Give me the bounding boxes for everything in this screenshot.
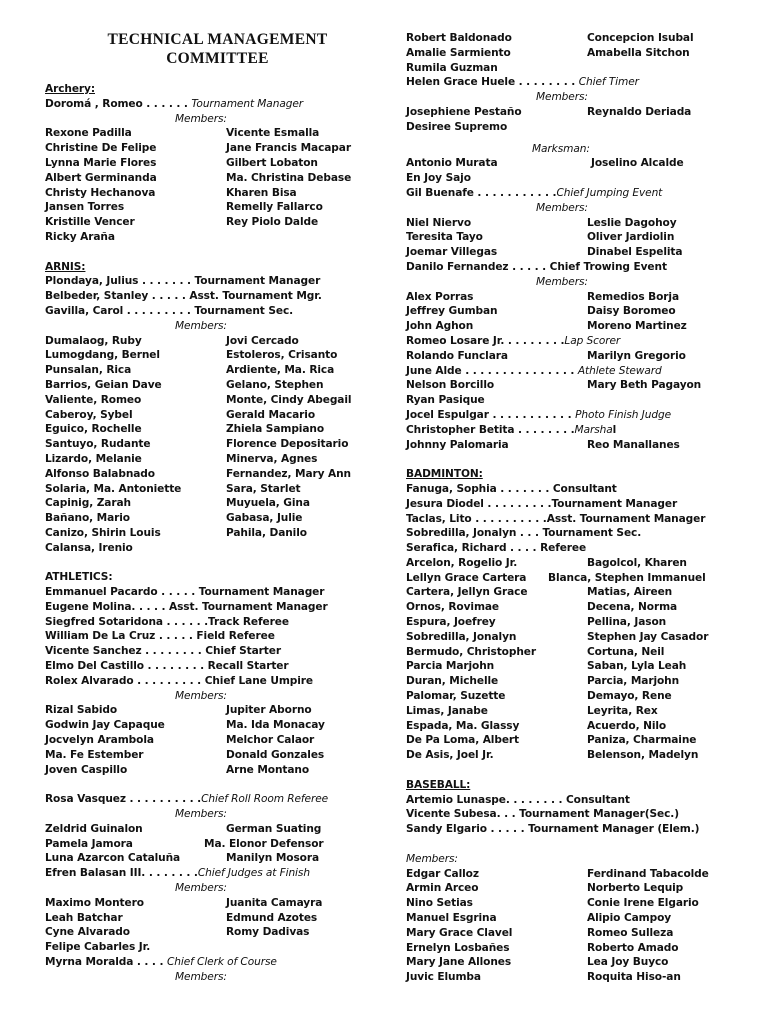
member-name: Espura, Joefrey (406, 616, 496, 629)
title-line-1: TECHNICAL MANAGEMENT (107, 31, 328, 48)
member-name: Alipio Campoy (587, 912, 672, 925)
member-row (45, 378, 390, 393)
throwing-members-label: Members: (536, 275, 588, 288)
member-name: Duran, Michelle (406, 675, 499, 688)
member-name: German Suating (226, 822, 322, 835)
official-line: Taclas, Lito . . . . . . . . . .Asst. Tournament Manager (406, 512, 706, 525)
official-line: Eugene Molina. . . . . Asst. Tournament Manager (45, 600, 328, 613)
member-name: Espada, Ma. Glassy (406, 719, 520, 732)
member-name: Lynna Marie Flores (45, 156, 157, 169)
chief-timer-group-members (406, 31, 756, 75)
member-row (406, 733, 756, 748)
member-name: Parcia, Marjohn (587, 675, 680, 688)
athletics-officials (45, 585, 390, 689)
member-name: Jovi Cercado (226, 334, 299, 347)
left-column (45, 0, 390, 985)
member-name: Oliver Jardiolin (587, 231, 675, 244)
member-row (45, 393, 390, 408)
member-name: Solaria, Ma. Antoniette (45, 482, 182, 495)
member-row (406, 105, 756, 120)
chief-throwing-event: Danilo Fernandez . . . . . Chief Trowing Event (406, 260, 667, 273)
member-row (406, 867, 756, 882)
member-row (45, 141, 390, 156)
marshal-members (406, 438, 756, 453)
member-name: Jocvelyn Arambola (45, 734, 154, 747)
member-row (406, 630, 756, 645)
member-name: Zhiela Sampiano (226, 423, 325, 436)
member-row (45, 215, 390, 230)
member-name: Armin Arceo (406, 882, 479, 895)
finish-members-label: Members: (175, 882, 227, 895)
member-name: Saban, Lyla Leah (587, 660, 687, 673)
member-name: Capinig, Zarah (45, 497, 131, 510)
member-name: Monte, Cindy Abegail (226, 393, 352, 406)
member-row (406, 571, 756, 586)
member-name: Antonio Murata (406, 157, 498, 170)
member-name: Joemar Villegas (406, 246, 498, 259)
member-row (406, 585, 756, 600)
member-row (406, 156, 756, 171)
official-line: Sandy Elgario . . . . . Tournament Manager (Elem.) (406, 823, 700, 836)
chief-jumping-event: Gil Buenafe . . . . . . . . . . .Chief Jumping Event (406, 186, 663, 199)
member-name: Gabasa, Julie (226, 512, 303, 525)
member-name: Jeffrey Gumban (406, 305, 498, 318)
official-line: Siegfred Sotaridona . . . . . .Track Referee (45, 615, 289, 628)
member-name: Amalie Sarmiento (406, 46, 511, 59)
member-name: Leyrita, Rex (587, 704, 658, 717)
member-name: Belenson, Madelyn (587, 749, 699, 762)
jumping-members (406, 216, 756, 260)
marksman-list (406, 156, 756, 186)
member-row (406, 881, 756, 896)
member-row (45, 126, 390, 141)
arnis-members-label: Members: (175, 319, 227, 332)
member-name: Manuel Esgrina (406, 912, 497, 925)
photo-finish-judge: Jocel Espulgar . . . . . . . . . . . Photo Finish Judge (406, 408, 671, 421)
member-name: John Aghon (406, 320, 474, 333)
member-row (45, 496, 390, 511)
member-name: Dinabel Espelita (587, 246, 683, 259)
official-line: Plondaya, Julius . . . . . . . Tournament Manager (45, 275, 321, 288)
athletics-members-label: Members: (175, 689, 227, 702)
member-name: Concepcion Isubal (587, 32, 694, 44)
member-row (45, 348, 390, 363)
member-row (406, 911, 756, 926)
member-name: Amabella Sitchon (587, 46, 690, 59)
member-name: Leslie Dagohoy (587, 216, 677, 229)
member-name: Rey Piolo Dalde (226, 216, 319, 229)
member-name: Caberoy, Sybel (45, 408, 133, 421)
member-name: Palomar, Suzette (406, 690, 506, 703)
member-name: Alex Porras (406, 290, 474, 303)
member-row (406, 290, 756, 305)
baseball-officials (406, 793, 756, 837)
member-name: Bañano, Mario (45, 512, 130, 525)
member-name: Ernelyn Losbañes (406, 941, 510, 954)
member-name: De Asis, Joel Jr. (406, 749, 494, 762)
member-name: Limas, Janabe (406, 704, 488, 717)
member-name: Manilyn Mosora (226, 852, 320, 865)
member-name: Desiree Supremo (406, 120, 508, 133)
member-name: Paniza, Charmaine (587, 734, 697, 747)
member-name: Canizo, Shirin Louis (45, 526, 161, 539)
member-name: Christy Hechanova (45, 186, 156, 199)
member-name: Jane Francis Macapar (226, 142, 351, 155)
official-line: William De La Cruz . . . . . Field Referee (45, 630, 275, 643)
member-row (45, 851, 390, 866)
official-line: Elmo Del Castillo . . . . . . . . Recall Starter (45, 660, 289, 673)
official-line: Rolex Alvarado . . . . . . . . . Chief Lane Umpire (45, 674, 314, 687)
jumping-members-label: Members: (536, 201, 588, 214)
member-name: Fernandez, Mary Ann (226, 467, 351, 480)
roll-room-members (45, 822, 390, 866)
member-row (45, 482, 390, 497)
member-name: Cortuna, Neil (587, 645, 665, 658)
member-name: Marilyn Gregorio (587, 349, 686, 362)
member-name: Donald Gonzales (226, 748, 325, 761)
member-name: Florence Depositario (226, 438, 349, 451)
member-name: Edmund Azotes (226, 911, 318, 924)
badminton-heading: BADMINTON: (406, 468, 483, 481)
member-name: Ma. Christina Debase (226, 171, 352, 184)
member-name: Joven Caspillo (45, 763, 128, 776)
official-line: Emmanuel Pacardo . . . . . Tournament Manager (45, 586, 325, 599)
member-row (406, 896, 756, 911)
member-name: Romeo Sulleza (587, 926, 674, 939)
member-row (406, 955, 756, 970)
member-name: Arcelon, Rogelio Jr. (406, 556, 518, 569)
member-name: Pellina, Jason (587, 616, 667, 629)
official-line: Serafica, Richard . . . . Referee (406, 542, 587, 555)
member-name: Lizardo, Melanie (45, 452, 142, 465)
member-name: Blanca, Stephen Immanuel (548, 571, 706, 584)
official-line: Vicente Subesa. . . Tournament Manager(Sec.) (406, 808, 679, 821)
member-name: Juanita Camayra (226, 896, 323, 909)
member-row (406, 61, 756, 76)
member-name: Mary Beth Pagayon (587, 379, 702, 392)
member-name: Ornos, Rovimae (406, 601, 500, 614)
member-name: Bermudo, Christopher (406, 645, 536, 658)
member-name: Vicente Esmalla (226, 127, 320, 140)
member-name: Sara, Starlet (226, 482, 301, 495)
member-row (406, 349, 756, 364)
member-name: Josephiene Pestaño (406, 105, 522, 118)
member-name: Cyne Alvarado (45, 926, 130, 939)
member-name: Alfonso Balabnado (45, 467, 155, 480)
member-name: Acuerdo, Nilo (587, 719, 667, 732)
lap-scorer: Romeo Losare Jr. . . . . . . . .Lap Scorer (406, 334, 621, 347)
member-name: Johnny Palomaria (406, 438, 509, 451)
member-row (406, 600, 756, 615)
official-line: Jesura Diodel . . . . . . . . .Tournament Manager (406, 497, 678, 510)
member-row (45, 467, 390, 482)
member-name: Robert Baldonado (406, 32, 512, 44)
member-name: Minerva, Agnes (226, 452, 318, 465)
member-row (45, 422, 390, 437)
member-name: Melchor Calaor (226, 734, 315, 747)
member-name: Remelly Fallarco (226, 201, 323, 214)
member-name: Ma. Elonor Defensor (204, 837, 324, 850)
member-name: Matias, Aireen (587, 586, 673, 599)
member-row (45, 408, 390, 423)
member-name: Arne Montano (226, 763, 310, 776)
member-row (45, 526, 390, 541)
timer-members (406, 105, 756, 135)
member-name: Decena, Norma (587, 601, 678, 614)
member-row (406, 748, 756, 763)
member-name: Eguico, Rochelle (45, 423, 142, 436)
badminton-members (406, 556, 756, 763)
member-name: Rexone Padilla (45, 127, 132, 140)
document-title (45, 30, 390, 68)
member-name: Calansa, Irenio (45, 541, 133, 554)
member-name: Norberto Lequip (587, 882, 684, 895)
member-name: Roquita Hiso-an (587, 971, 681, 984)
member-name: Bagolcol, Kharen (587, 556, 687, 569)
marksman-label: Marksman: (532, 142, 590, 155)
athletics-heading: ATHLETICS: (45, 571, 113, 584)
athletics-members (45, 703, 390, 777)
member-name: Ferdinand Tabacolde (587, 867, 709, 880)
archery-manager: Doromá , Romeo . . . . . . Tournament Manager (45, 97, 304, 110)
title-line-2: COMMITTEE (166, 50, 269, 67)
member-name: Pamela Jamora (45, 837, 133, 850)
official-line: Gavilla, Carol . . . . . . . . . Tournament Sec. (45, 304, 294, 317)
roll-room-members-label: Members: (175, 808, 227, 821)
member-name: Lea Joy Buyco (587, 956, 669, 969)
member-name: Kharen Bisa (226, 186, 297, 199)
right-column (406, 0, 756, 985)
member-name: Albert Germinanda (45, 171, 157, 184)
steward-members (406, 378, 756, 408)
timer-members-label: Members: (536, 91, 588, 104)
member-name: Gilbert Lobaton (226, 156, 318, 169)
member-row (45, 511, 390, 526)
baseball-members (406, 867, 756, 985)
member-name: Lumogdang, Bernel (45, 349, 160, 362)
member-row (406, 556, 756, 571)
member-name: Leah Batchar (45, 911, 123, 924)
member-row (406, 46, 756, 61)
member-name: Daisy Boromeo (587, 305, 676, 318)
member-row (406, 941, 756, 956)
member-name: Ma. Ida Monacay (226, 719, 325, 732)
judges-at-finish: Efren Balasan III. . . . . . . .Chief Judges at Finish (45, 867, 310, 880)
arnis-members (45, 334, 390, 556)
member-row (45, 437, 390, 452)
official-line: Artemio Lunaspe. . . . . . . . Consultant (406, 793, 630, 806)
official-line: Vicente Sanchez . . . . . . . . Chief Starter (45, 645, 281, 658)
member-name: Ma. Fe Estember (45, 748, 144, 761)
member-name: Teresita Tayo (406, 231, 483, 244)
member-row (406, 674, 756, 689)
member-name: Ricky Arañа (45, 230, 115, 243)
member-name: Kristille Vencer (45, 216, 135, 229)
arnis-officials (45, 274, 390, 318)
member-name: Godwin Jay Capaque (45, 719, 165, 732)
member-name: Roberto Amado (587, 941, 679, 954)
member-name: Punsalan, Rica (45, 364, 132, 377)
member-row (45, 156, 390, 171)
archery-members (45, 126, 390, 244)
clerk-of-course: Myrna Moralda . . . . Chief Clerk of Course (45, 956, 277, 969)
member-name: Gerald Macario (226, 408, 316, 421)
member-name: Juvic Elumba (406, 971, 481, 984)
member-row (45, 200, 390, 215)
member-name: Pahila, Danilo (226, 526, 307, 539)
member-name: Mary Grace Clavel (406, 926, 513, 939)
member-name: Sobredilla, Jonalyn (406, 630, 517, 643)
member-name: Rolando Funclara (406, 349, 508, 362)
member-name: Reo Manallanes (587, 438, 680, 451)
member-name: Parcia Marjohn (406, 660, 495, 673)
member-row (406, 245, 756, 260)
member-name: Conie Irene Elgario (587, 897, 699, 910)
member-name: Joselino Alcalde (591, 157, 684, 170)
member-row (45, 230, 390, 245)
lap-members (406, 349, 756, 364)
member-row (45, 896, 390, 911)
member-row (406, 216, 756, 231)
member-name: Edgar Calloz (406, 867, 479, 880)
member-row (45, 718, 390, 733)
member-name: Mary Jane Allones (406, 956, 512, 969)
official-line: Fanuga, Sophia . . . . . . . Consultant (406, 482, 617, 495)
member-row (406, 378, 756, 393)
member-name: Maximo Montero (45, 896, 144, 909)
member-name: Romy Dadivas (226, 926, 310, 939)
finish-members (45, 896, 390, 955)
member-row (45, 925, 390, 940)
member-name: Zeldrid Guinalon (45, 822, 143, 835)
archery-members-label: Members: (175, 112, 227, 125)
official-line: Belbeder, Stanley . . . . . Asst. Tournament Mgr. (45, 290, 322, 303)
member-name: Lellyn Grace Cartera (406, 571, 527, 584)
member-row (45, 822, 390, 837)
member-name: Reynaldo Deriada (587, 105, 692, 118)
member-name: Jansen Torres (45, 201, 125, 214)
member-row (406, 31, 756, 46)
member-name: Nelson Borcillo (406, 379, 495, 392)
member-name: Luna Azarcon Cataluña (45, 852, 181, 865)
member-name: Stephen Jay Casador (587, 630, 709, 643)
member-row (406, 659, 756, 674)
badminton-officials (406, 482, 756, 556)
member-row (406, 704, 756, 719)
member-row (45, 363, 390, 378)
member-name: Christine De Felipe (45, 142, 157, 155)
member-row (45, 186, 390, 201)
member-name: Valiente, Romeo (45, 393, 142, 406)
member-row (45, 911, 390, 926)
member-name: Rizal Sabido (45, 704, 118, 717)
throwing-members (406, 290, 756, 334)
member-name: Rumila Guzman (406, 61, 498, 74)
member-row (45, 452, 390, 467)
marshal: Christopher Betita . . . . . . . .Marshal (406, 423, 617, 436)
member-name: Ardiente, Ma. Rica (226, 364, 335, 377)
member-row (406, 230, 756, 245)
member-row (406, 393, 756, 408)
member-name: Moreno Martinez (587, 320, 687, 333)
member-row (406, 304, 756, 319)
official-line: Sobredilla, Jonalyn . . . Tournament Sec. (406, 527, 642, 540)
member-row (406, 438, 756, 453)
member-row (406, 970, 756, 985)
member-name: Nino Setias (406, 897, 473, 910)
chief-timer: Helen Grace Huele . . . . . . . . Chief Timer (406, 76, 639, 89)
member-name: Remedios Borja (587, 290, 680, 303)
member-row (45, 733, 390, 748)
member-name: Jupiter Aborno (226, 704, 312, 717)
member-name: Muyuela, Gina (226, 497, 310, 510)
member-row (406, 615, 756, 630)
member-row (406, 120, 756, 135)
member-row (406, 171, 756, 186)
baseball-members-label: Members: (406, 852, 458, 865)
member-row (45, 171, 390, 186)
member-name: Niel Niervo (406, 216, 471, 229)
arnis-heading: ARNIS: (45, 260, 86, 273)
member-name: Estoleros, Crisanto (226, 349, 338, 362)
baseball-heading: BASEBALL: (406, 778, 471, 791)
member-name: Cartera, Jellyn Grace (406, 586, 528, 599)
member-row (45, 837, 390, 852)
member-row (406, 719, 756, 734)
member-row (45, 334, 390, 349)
member-row (406, 319, 756, 334)
roll-room-referee: Rosa Vasquez . . . . . . . . . .Chief Roll Room Referee (45, 793, 329, 806)
member-name: Demayo, Rene (587, 690, 672, 703)
archery-heading: Archery: (45, 83, 95, 95)
member-name: Dumalaog, Ruby (45, 334, 142, 347)
member-name: Ryan Pasique (406, 394, 485, 407)
member-row (406, 926, 756, 941)
member-name: Gelano, Stephen (226, 378, 324, 391)
member-name: Santuyo, Rudante (45, 438, 151, 451)
member-row (45, 541, 390, 556)
member-name: De Pa Loma, Albert (406, 734, 519, 747)
member-row (45, 703, 390, 718)
member-row (45, 748, 390, 763)
member-row (406, 645, 756, 660)
member-name: En Joy Sajo (406, 172, 471, 185)
athlete-steward: June Alde . . . . . . . . . . . . . . . Athlete Steward (406, 364, 662, 377)
clerk-members-label: Members: (175, 970, 227, 983)
member-row (406, 689, 756, 704)
member-row (45, 940, 390, 955)
member-name: Barrios, Geian Dave (45, 378, 162, 391)
member-row (45, 763, 390, 778)
member-name: Felipe Cabarles Jr. (45, 941, 151, 954)
